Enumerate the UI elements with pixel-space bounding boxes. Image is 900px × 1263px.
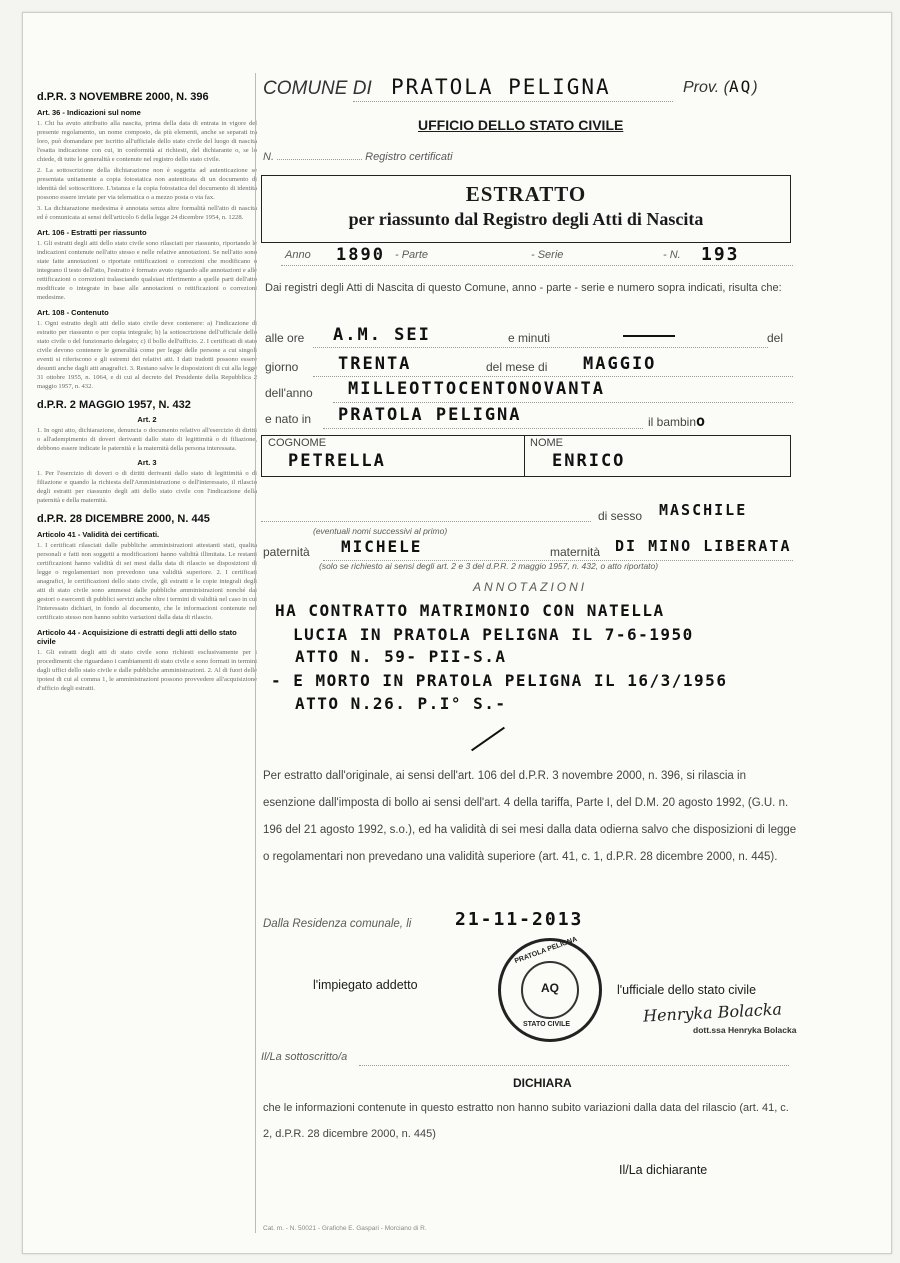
nomi-successivi-note: (eventuali nomi successivi al primo) <box>313 526 448 536</box>
article-text: 1. Chi ha avuto attribuito alla nascita, prima della data di entrata in vigore del presente regolamento, un nome composto, da più elementi, anche se separati tra loro, può domandare per iscritto all'ufficiale dello stato civile del luogo di nascita l'esatta indicazione con cui, in conformità ai richiesti, del dichiarante o, se lo chiede, di tutte le generalità e contenute nel registro dello stato civile. <box>37 120 257 163</box>
ore-label: alle ore <box>265 331 305 345</box>
article-heading: Art. 36 - Indicazioni sul nome <box>37 108 141 117</box>
article-text: 1. Gli estratti degli atti dello stato civile sono rilasciati per riassunto, riportando le indicazioni contenute nell'atto stesso e nelle relative annotazioni. Se nell'atto sono state fatte annotazioni o riportate rettificazioni o correzioni che modificano o integrano il testo dell'atto, l'estratto è formato avuto riguardo alle annotazioni e alle rettificazioni o correzioni tralasciando qualsiasi riferimento a quelle parti dell'atto modificate o integrate in base alle annotazioni o rettificazioni o correzioni medesime. <box>37 240 257 301</box>
cognome-value: PETRELLA <box>288 451 386 471</box>
seal-text-top: PRATOLA PELIGNA <box>513 935 579 966</box>
article-heading: Articolo 44 - Acquisizione di estratti degli atti dello stato civile <box>37 628 237 646</box>
luogo-label: e nato in <box>265 412 312 426</box>
seal-inner-ring <box>521 961 579 1019</box>
annotation-line: - E MORTO IN PRATOLA PELIGNA IL 16/3/1956 <box>271 671 728 690</box>
annotazioni-heading: ANNOTAZIONI <box>473 580 588 594</box>
luogo-value: PRATOLA PELIGNA <box>338 405 522 425</box>
office-title: UFFICIO DELLO STATO CIVILE <box>418 117 624 133</box>
article-heading: Art. 2 <box>137 415 157 424</box>
annotation-line: HA CONTRATTO MATRIMONIO CON NATELLA <box>275 601 665 620</box>
minuti-label: e minuti <box>508 331 551 345</box>
registro-label: Registro certificati <box>365 151 453 163</box>
column-divider <box>255 73 256 1233</box>
name-box-divider <box>524 436 525 476</box>
paternita-label: paternità <box>263 545 310 559</box>
maternita-value: DI MINO LIBERATA <box>615 537 792 555</box>
title-box <box>261 175 791 243</box>
article-text: 1. Gli estratti degli atti di stato civile sono richiesti esclusivamente per i procedimenti che riguardano i cambiamenti di stato civile e sono formati in termini dagli uffici dello stato civile e dalle pubbliche amministrazioni. 2. Al di fuori delle ipotesi di cui al comma 1, le amministrazioni possono provvedere all'acquisizione d'ufficio degli estratti. <box>37 649 257 692</box>
annotation-line: ATTO N. 59- PII-S.A <box>295 647 507 666</box>
sesso-label: di sesso <box>598 509 643 523</box>
sesso-value: MASCHILE <box>659 501 748 519</box>
bambino-label: il bambin <box>648 415 697 429</box>
intro-text: Dai registri degli Atti di Nascita di questo Comune, anno - parte - serie e numero sopra indicati, risulta che: <box>265 282 782 294</box>
provincia-label: Prov. ( <box>683 79 729 96</box>
numero-label: - N. <box>663 249 681 261</box>
ufficiale-label: l'ufficiale dello stato civile <box>617 983 757 997</box>
annotation-line: LUCIA IN PRATOLA PELIGNA IL 7-6-1950 <box>293 625 694 644</box>
nome-value: ENRICO <box>552 451 626 471</box>
sottoscritto-label: Il/La sottoscritto/a <box>261 1051 348 1063</box>
seal-text-bottom: STATO CIVILE <box>523 1021 571 1028</box>
maternita-label: maternità <box>550 545 601 559</box>
parte-label: - Parte <box>395 249 429 261</box>
anno-label: Anno <box>285 249 311 261</box>
giorno-value: TRENTA <box>338 354 412 374</box>
document-sheet <box>22 12 892 1254</box>
seal-center-text: AQ <box>541 981 559 995</box>
giorno-label: giorno <box>265 360 299 374</box>
mese-label: del mese di <box>486 360 548 374</box>
data-rilascio-label: Dalla Residenza comunale, li <box>263 918 412 930</box>
dichiara-heading: DICHIARA <box>513 1076 572 1090</box>
article-text: 1. In ogni atto, dichiarazione, denuncia o documento relativo all'esercizio di diritti o all'adempimento di doveri derivanti dallo stato di legittimità o di filiazione, debbono essere indicate le paternità e la maternità della persona interessata. <box>37 427 257 452</box>
article-text: 1. Per l'esercizio di doveri o di diritti derivanti dallo stato di legittimità o di filiazione e quando la richiesta dell'Amministrazione o dell'interessato, il rilascio degli estratti per riassunto degli atti dello stato civile con l'indicazione della paternità e della maternità. <box>37 470 257 504</box>
article-heading: Art. 106 - Estratti per riassunto <box>37 228 147 237</box>
nome-label: NOME <box>530 437 563 449</box>
genitori-note: (solo se richiesto ai sensi degli art. 2 e 3 del d.P.R. 2 maggio 1957, n. 432, o atto riportato) <box>319 561 659 571</box>
ufficiale-name-stamp: dott.ssa Henryka Bolacka <box>693 1025 797 1035</box>
registro-number-label: N. <box>263 151 274 163</box>
dichiara-text: che le informazioni contenute in questo estratto non hanno subito variazioni dalla data del rilascio (art. 41, c. 2, d.P.R. 28 dicembre 2000, n. 445) <box>263 1102 789 1140</box>
serie-label: - Serie <box>531 249 564 261</box>
article-heading: Art. 3 <box>137 458 157 467</box>
provincia-value: AQ <box>728 77 753 96</box>
article-text: 1. Ogni estratto degli atti dello stato civile deve contenere: a) l'indicazione di estratto per riassunto o per copia integrale; b) la sottoscrizione dell'ufficiale dello stato civile o del funzionario delegato; c) il bollo dell'ufficio. 2. I certificati di stato civile devono contenere le generalità come per legge delle persone a cui singoli eventi si riferiscono e gli estremi dei relativi atti. I dati tradotti possono essere desunti anche dagli atti anagrafici. 3. Restano salve le disposizioni di cui alla legge 31 ottobre 1955, n. 1064, e di cui al decreto del Presidente della Repubblica 2 maggio 1957, n. 432. <box>37 320 257 390</box>
comune-name: PRATOLA PELIGNA <box>391 75 611 99</box>
cognome-label: COGNOME <box>268 437 327 449</box>
comune-label: COMUNE DI <box>263 78 372 99</box>
bambino-suffix: o <box>696 412 708 430</box>
numero-value: 193 <box>701 244 740 265</box>
article-text: 1. I certificati rilasciati dalle pubbliche amministrazioni attestanti stati, qualità personali e fatti non soggetti a modificazioni hanno validità illimitata. Le restanti certificazioni hanno validità di sei mesi dalla data di rilascio se disposizioni di legge o regolamentari non prevedono una validità superiore. 2. I certificati anagrafici, le certificazioni dello stato civile, gli estratti e le copie integrali degli atti di stato civile sono ammessi dalle pubbliche amministrazioni nonché dai gestori o esercenti di pubblici servizi anche oltre i termini di validità nel caso in cui l'interessato dichiari, in fondo al documento, che le informazioni contenute nel certificato stesso non hanno subito variazioni dalla data di rilascio. <box>37 542 257 621</box>
data-rilascio-value: 21-11-2013 <box>455 909 584 930</box>
article-text: 2. La sottoscrizione della dichiarazione non è soggetta ad autenticazione se presentata unitamente a copia fotostatica non autenticata di un documento di identità del sottoscrittore. L'istanza e la copia fotostatica del documento di identità possono essere inviate per via telematica o a mezzo posta o via fax. <box>37 167 257 201</box>
annotation-line: ATTO N.26. P.I° S.- <box>295 694 507 713</box>
anno-nascita-value: MILLEOTTOCENTONOVANTA <box>348 379 605 399</box>
ufficiale-signature: Henryka Bolacka <box>642 999 783 1026</box>
mese-value: MAGGIO <box>583 354 657 374</box>
paternita-value: MICHELE <box>341 537 423 556</box>
article-heading: Articolo 41 - Validità dei certificati. <box>37 530 160 539</box>
minuti-dash <box>623 335 675 337</box>
document-subtitle: per riassunto dal Registro degli Atti di Nascita <box>348 209 704 229</box>
del-label: del <box>767 331 784 345</box>
annotation-closing-stroke <box>471 727 505 752</box>
anno-value: 1890 <box>336 245 385 265</box>
dichiarante-label: Il/La dichiarante <box>619 1163 708 1177</box>
provincia-close: ) <box>752 79 758 96</box>
section-title: d.P.R. 28 DICEMBRE 2000, N. 445 <box>37 513 210 525</box>
ore-value: A.M. SEI <box>333 325 431 345</box>
impiegato-label: l'impiegato addetto <box>313 978 418 992</box>
document-title: ESTRATTO <box>465 182 587 206</box>
official-seal <box>498 935 602 1042</box>
section-title: d.P.R. 2 MAGGIO 1957, N. 432 <box>37 399 191 411</box>
section-title: d.P.R. 3 NOVEMBRE 2000, N. 396 <box>37 91 209 103</box>
article-heading: Art. 108 - Contenuto <box>37 308 109 317</box>
anno-nascita-label: dell'anno <box>265 386 313 400</box>
legal-references-column <box>37 83 257 695</box>
legal-text: Per estratto dall'originale, ai sensi dell'art. 106 del d.P.R. 3 novembre 2000, n. 396, si rilascia in esenzione dall'imposta di bollo ai sensi dell'art. 4 della tariffa, Parte I, del D.M. 20 agosto 1992, (G.U. n. 196 del 21 agosto 1992, s.o.), ed ha validità di sei mesi dalla data odierna salvo che disposizioni di legge o regolamentari non prevedano una validità superiore (art. 41, c. 1, d.P.R. 28 dicembre 2000, n. 445). <box>263 770 797 863</box>
article-text: 3. La dichiarazione medesima è annotata senza altre formalità nell'atto di nascita ed è comunicata ai sensi dell'articolo 6 della legge 24 dicembre 1954, n. 1228. <box>37 205 257 221</box>
name-box <box>261 435 791 477</box>
footer-printer: Cat. m. - N. 50021 - Grafiche E. Gaspari - Morciano di R. <box>263 1225 427 1232</box>
